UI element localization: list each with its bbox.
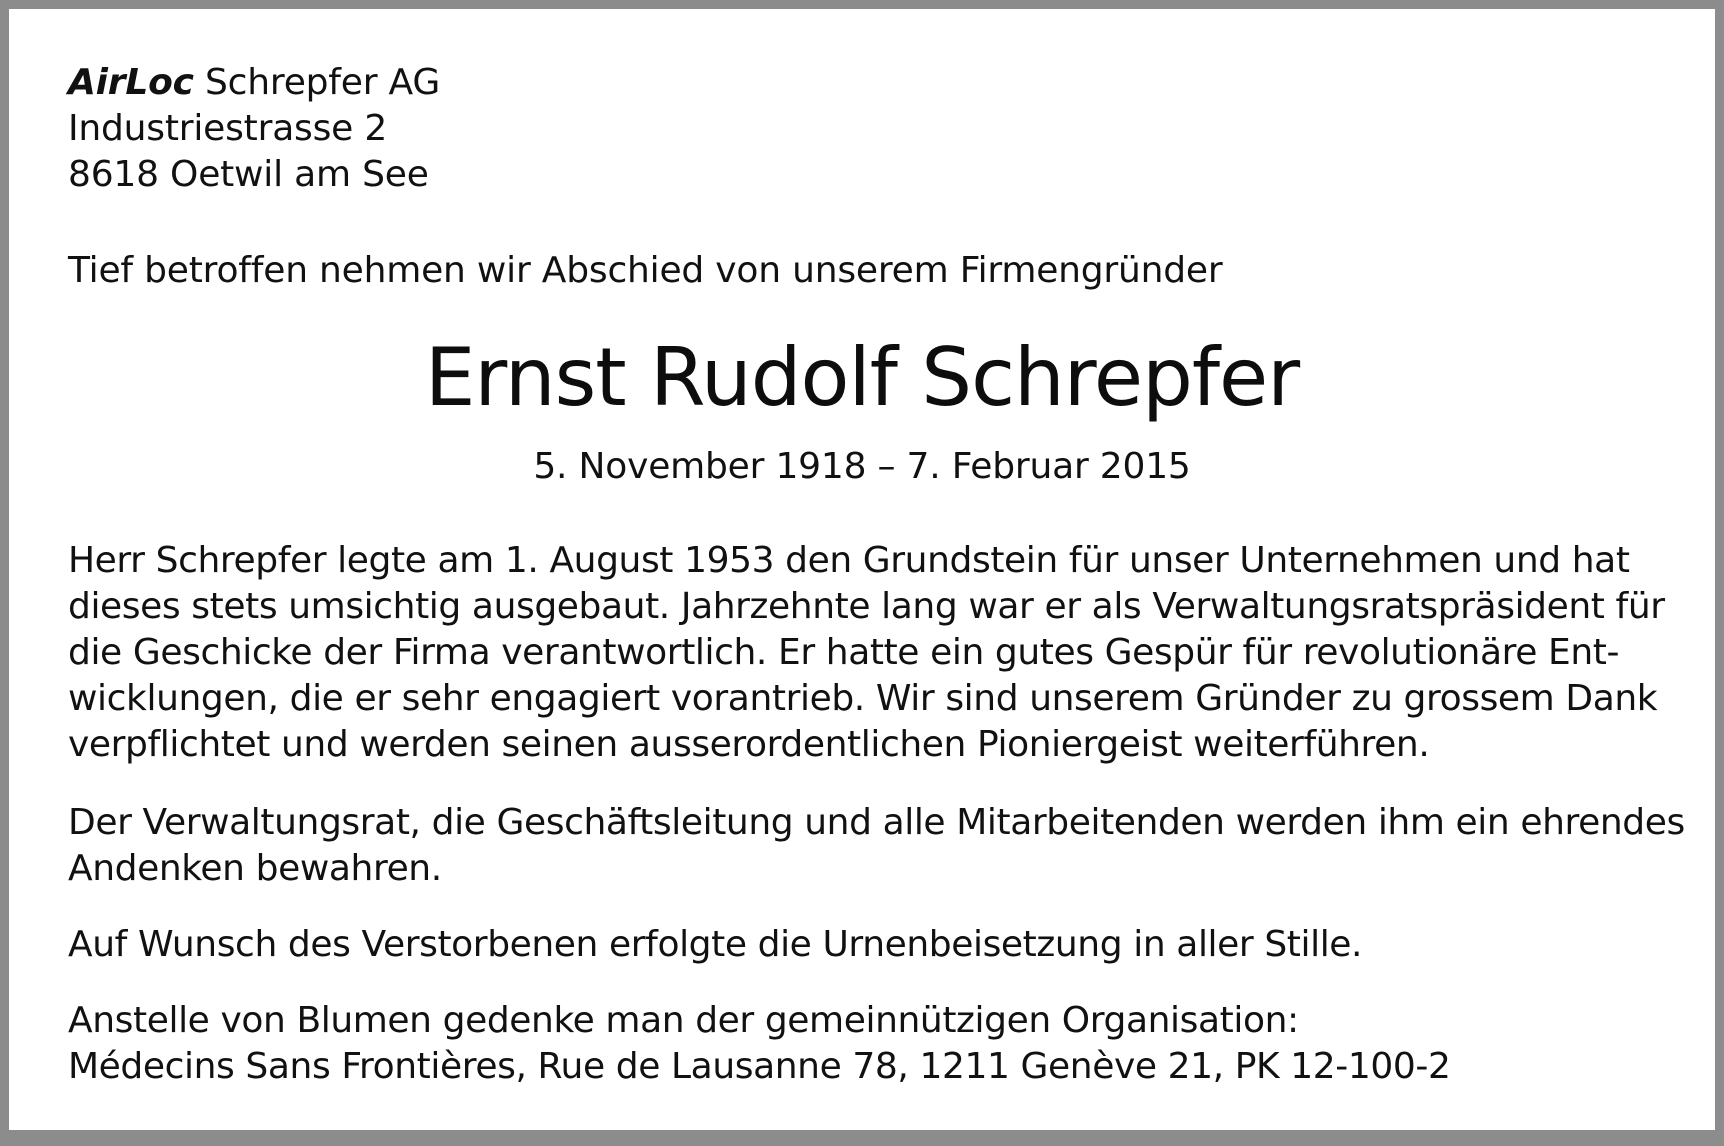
paragraph-line: verpflichtet und werden seinen ausserordentlichen Pioniergeist weiterführen. (68, 724, 1430, 765)
paragraph-line: Médecins Sans Frontières, Rue de Lausanne 78, 1211 Genève 21, PK 12-100-2 (68, 1046, 1451, 1087)
company-name-rest: Schrepfer AG (193, 62, 441, 103)
paragraph-tribute (68, 538, 1665, 768)
intro-line: Tief betroffen nehmen wir Abschied von unserem Firmengründer (68, 250, 1223, 291)
deceased-name: Ernst Rudolf Schrepfer (424, 331, 1300, 424)
paragraph-line: Andenken bewahren. (68, 848, 442, 889)
company-city: 8618 Oetwil am See (68, 154, 429, 195)
life-dates: 5. November 1918 – 7. Februar 2015 (533, 446, 1191, 487)
paragraph-burial (68, 922, 1658, 968)
paragraph-line: Auf Wunsch des Verstorbenen erfolgte die Urnenbeisetzung in aller Stille. (68, 924, 1363, 965)
paragraph-line: die Geschicke der Firma verantwortlich. Er hatte ein gutes Gespür für revolutionäre Ent- (68, 632, 1620, 673)
company-brand: AirLoc (68, 62, 194, 103)
paragraph-line: wicklungen, die er sehr engagiert vorantrieb. Wir sind unserem Gründer zu grossem Dank (68, 678, 1658, 719)
paragraph-line: Der Verwaltungsrat, die Geschäftsleitung und alle Mitarbeitenden werden ihm ein ehrendes (68, 802, 1685, 843)
company-street: Industriestrasse 2 (68, 108, 388, 149)
paragraph-remembrance (68, 800, 1685, 892)
paragraph-line: Herr Schrepfer legte am 1. August 1953 den Grundstein für unser Unternehmen und hat (68, 540, 1630, 581)
company-name-line (68, 60, 440, 106)
paragraph-line: dieses stets umsichtig ausgebaut. Jahrzehnte lang war er als Verwaltungsratspräsident für (68, 586, 1665, 627)
paragraph-line: Anstelle von Blumen gedenke man der gemeinnützigen Organisation: (68, 1000, 1299, 1041)
paragraph-donation (68, 998, 1658, 1090)
company-address (68, 60, 440, 198)
